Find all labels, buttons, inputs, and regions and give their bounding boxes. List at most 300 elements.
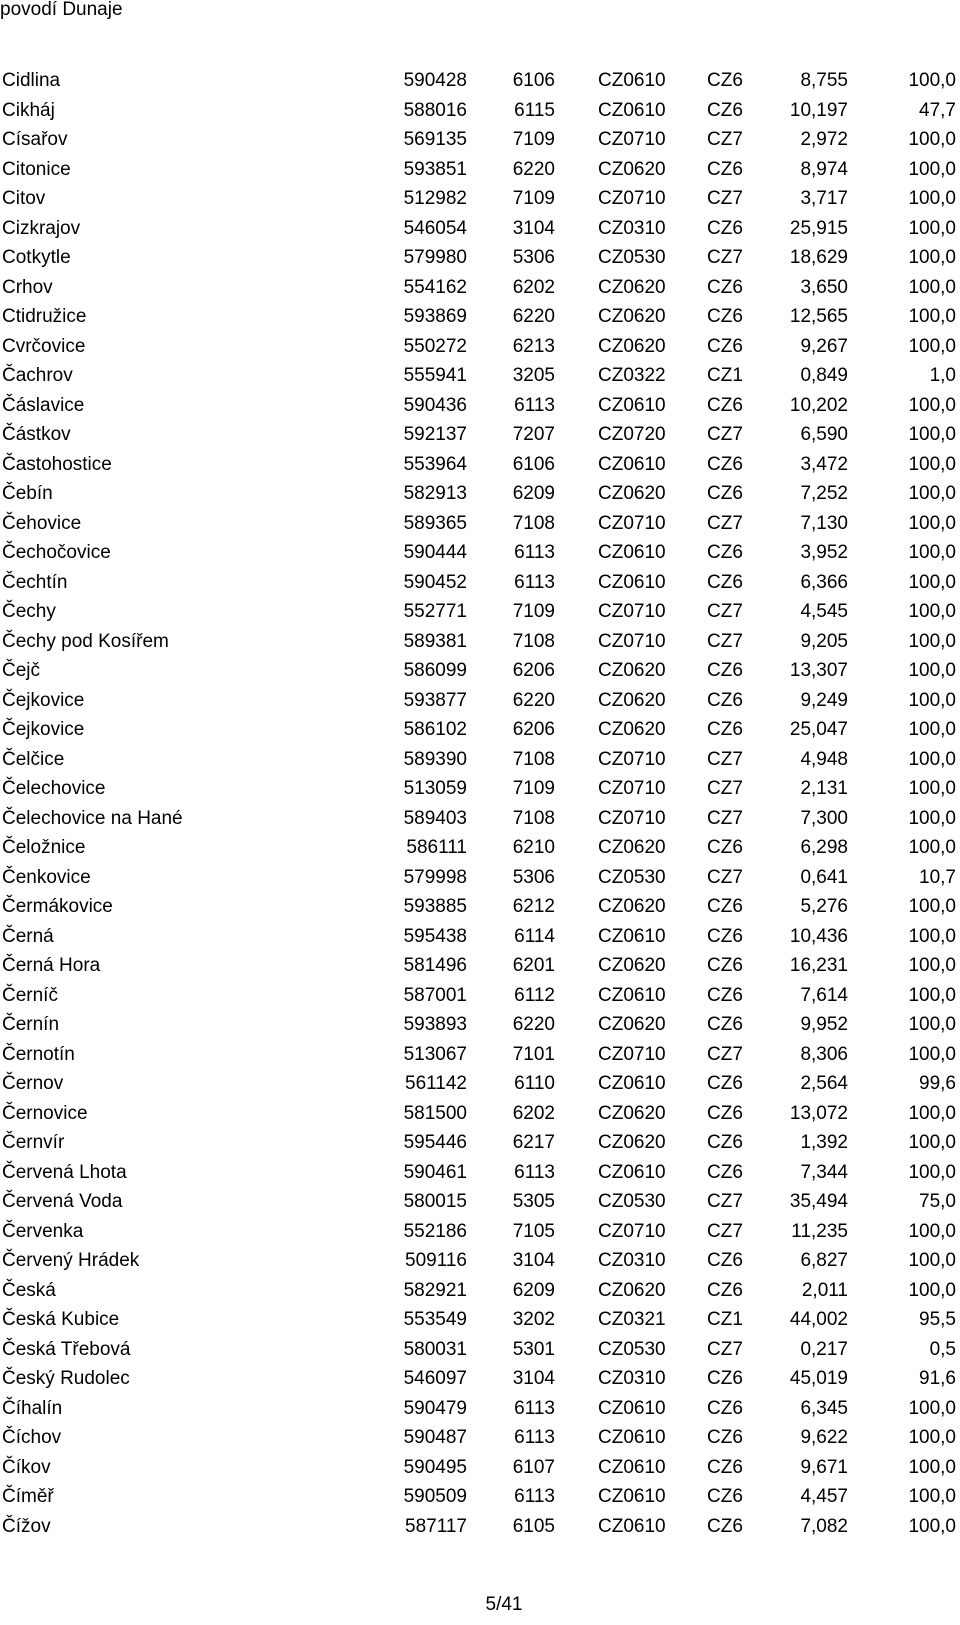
table-row <box>0 1187 960 1217</box>
municipality-code: 590452 <box>403 571 467 593</box>
municipality-name: Čelechovice <box>2 778 106 799</box>
share-percent: 100,0 <box>908 1161 956 1183</box>
cohesion-region-code: CZ7 <box>707 601 743 622</box>
district-code: 6107 <box>512 1456 555 1478</box>
region-code: CZ0720 <box>598 424 666 445</box>
cohesion-region-code: CZ6 <box>707 1279 743 1301</box>
area-value: 4,457 <box>800 1486 848 1507</box>
municipality-name: Crhov <box>2 276 53 298</box>
municipality-code: 589390 <box>403 748 467 770</box>
district-code: 6106 <box>512 453 555 475</box>
municipality-code: 550272 <box>403 335 467 357</box>
page-number: 5/41 <box>485 1594 523 1615</box>
cohesion-region-code: CZ7 <box>707 247 743 268</box>
share-percent: 75,0 <box>919 1191 956 1212</box>
municipality-code: 513067 <box>403 1043 467 1065</box>
region-code: CZ0620 <box>598 689 666 711</box>
share-percent: 0,5 <box>929 1338 956 1360</box>
cohesion-region-code: CZ6 <box>707 1161 743 1183</box>
share-percent: 100,0 <box>908 188 956 209</box>
table-row <box>0 1040 960 1070</box>
cohesion-region-code: CZ6 <box>707 1073 743 1094</box>
municipality-code: 579980 <box>403 247 467 268</box>
municipality-code: 513059 <box>403 778 467 799</box>
municipality-name: Čechy pod Kosířem <box>2 630 169 652</box>
municipality-code: 593877 <box>403 689 467 711</box>
area-value: 13,307 <box>789 660 848 681</box>
area-value: 6,298 <box>800 837 848 858</box>
municipality-table <box>0 66 960 1541</box>
share-percent: 100,0 <box>908 719 956 740</box>
region-code: CZ0610 <box>598 453 666 475</box>
table-row <box>0 1128 960 1158</box>
area-value: 16,231 <box>789 955 848 976</box>
district-code: 6217 <box>512 1132 555 1153</box>
area-value: 35,494 <box>789 1191 848 1212</box>
municipality-name: Čechtín <box>2 571 68 593</box>
region-code: CZ0610 <box>598 99 666 121</box>
district-code: 6220 <box>512 306 555 327</box>
region-code: CZ0322 <box>598 365 666 386</box>
region-code: CZ0530 <box>598 1191 666 1212</box>
cohesion-region-code: CZ6 <box>707 925 743 947</box>
region-code: CZ0530 <box>598 866 666 888</box>
cohesion-region-code: CZ6 <box>707 1515 743 1537</box>
municipality-code: 581500 <box>403 1102 467 1124</box>
municipality-code: 586099 <box>403 660 467 681</box>
municipality-name: Černá Hora <box>2 955 101 976</box>
municipality-name: Císařov <box>2 129 68 150</box>
municipality-name: Cizkrajov <box>2 217 81 239</box>
region-code: CZ0610 <box>598 984 666 1006</box>
district-code: 6206 <box>512 719 555 740</box>
table-row <box>0 1453 960 1483</box>
table-row <box>0 332 960 362</box>
municipality-name: Česká Kubice <box>2 1309 120 1330</box>
cohesion-region-code: CZ6 <box>707 158 743 180</box>
share-percent: 100,0 <box>908 601 956 622</box>
cohesion-region-code: CZ7 <box>707 807 743 829</box>
district-code: 6220 <box>512 158 555 180</box>
area-value: 2,972 <box>800 129 848 150</box>
share-percent: 100,0 <box>908 453 956 475</box>
area-value: 7,300 <box>800 807 848 829</box>
municipality-code: 593851 <box>403 158 467 180</box>
share-percent: 1,0 <box>929 365 956 386</box>
share-percent: 100,0 <box>908 925 956 947</box>
municipality-code: 595446 <box>403 1132 467 1153</box>
table-row <box>0 243 960 273</box>
share-percent: 100,0 <box>908 512 956 534</box>
table-row <box>0 1512 960 1542</box>
region-code: CZ0710 <box>598 1220 666 1242</box>
district-code: 6213 <box>512 335 555 357</box>
district-code: 6105 <box>512 1515 555 1537</box>
share-percent: 100,0 <box>908 630 956 652</box>
municipality-name: Čebín <box>2 483 53 504</box>
municipality-name: Čeložnice <box>2 837 86 858</box>
share-percent: 100,0 <box>908 1456 956 1478</box>
share-percent: 100,0 <box>908 1427 956 1448</box>
area-value: 25,047 <box>789 719 848 740</box>
area-value: 9,267 <box>800 335 848 357</box>
municipality-code: 561142 <box>405 1073 467 1094</box>
area-value: 9,249 <box>800 689 848 711</box>
region-code: CZ0610 <box>598 571 666 593</box>
municipality-code: 553964 <box>403 453 467 475</box>
municipality-code: 587001 <box>403 984 467 1006</box>
municipality-code: 555941 <box>403 365 467 386</box>
share-percent: 100,0 <box>908 542 956 563</box>
district-code: 6212 <box>512 896 555 917</box>
region-code: CZ0620 <box>598 483 666 504</box>
cohesion-region-code: CZ6 <box>707 984 743 1006</box>
municipality-name: Černov <box>2 1073 64 1094</box>
table-row <box>0 922 960 952</box>
share-percent: 100,0 <box>908 1014 956 1035</box>
municipality-code: 593893 <box>403 1014 467 1035</box>
municipality-code: 546054 <box>403 217 467 239</box>
table-row <box>0 1364 960 1394</box>
area-value: 4,545 <box>800 601 848 622</box>
municipality-name: Čenkovice <box>2 866 91 888</box>
municipality-name: Černín <box>2 1014 60 1035</box>
municipality-code: 586111 <box>406 837 467 858</box>
area-value: 7,614 <box>800 984 848 1006</box>
cohesion-region-code: CZ7 <box>707 188 743 209</box>
cohesion-region-code: CZ7 <box>707 512 743 534</box>
municipality-code: 579998 <box>403 866 467 888</box>
municipality-name: Ctidružice <box>2 306 87 327</box>
cohesion-region-code: CZ6 <box>707 1397 743 1419</box>
region-code: CZ0610 <box>598 1427 666 1448</box>
municipality-name: Česká <box>2 1279 56 1301</box>
table-row <box>0 214 960 244</box>
cohesion-region-code: CZ6 <box>707 1456 743 1478</box>
district-code: 6112 <box>514 984 555 1006</box>
share-percent: 100,0 <box>908 1279 956 1301</box>
cohesion-region-code: CZ7 <box>707 1043 743 1065</box>
table-row <box>0 981 960 1011</box>
district-code: 5301 <box>512 1338 555 1360</box>
district-code: 7108 <box>512 807 555 829</box>
municipality-code: 593885 <box>403 896 467 917</box>
region-code: CZ0310 <box>598 1368 666 1389</box>
area-value: 7,344 <box>800 1161 848 1183</box>
share-percent: 100,0 <box>908 306 956 327</box>
table-row <box>0 125 960 155</box>
cohesion-region-code: CZ7 <box>707 1191 743 1212</box>
table-row <box>0 951 960 981</box>
table-row <box>0 1246 960 1276</box>
table-row <box>0 302 960 332</box>
area-value: 10,202 <box>789 394 848 416</box>
table-row <box>0 892 960 922</box>
share-percent: 100,0 <box>908 276 956 298</box>
area-value: 0,641 <box>800 866 848 888</box>
table-row <box>0 184 960 214</box>
area-value: 9,671 <box>800 1456 848 1478</box>
area-value: 13,072 <box>789 1102 848 1124</box>
cohesion-region-code: CZ7 <box>707 778 743 799</box>
cohesion-region-code: CZ6 <box>707 70 743 91</box>
table-row <box>0 66 960 96</box>
municipality-code: 581496 <box>403 955 467 976</box>
district-code: 7108 <box>512 630 555 652</box>
cohesion-region-code: CZ6 <box>707 955 743 976</box>
share-percent: 100,0 <box>908 778 956 799</box>
table-row <box>0 568 960 598</box>
district-code: 6220 <box>512 689 555 711</box>
municipality-name: Číkov <box>2 1456 51 1478</box>
municipality-name: Čelčice <box>2 748 65 770</box>
table-row <box>0 597 960 627</box>
municipality-name: Červenka <box>2 1220 84 1242</box>
district-code: 6114 <box>514 925 555 947</box>
area-value: 25,915 <box>789 217 848 239</box>
table-row <box>0 1276 960 1306</box>
district-code: 3202 <box>512 1309 555 1330</box>
municipality-code: 553549 <box>403 1309 467 1330</box>
region-code: CZ0310 <box>598 217 666 239</box>
table-row <box>0 391 960 421</box>
share-percent: 100,0 <box>908 1132 956 1153</box>
area-value: 8,755 <box>800 70 848 91</box>
district-code: 6209 <box>512 483 555 504</box>
table-row <box>0 1394 960 1424</box>
table-row <box>0 1305 960 1335</box>
municipality-name: Číměř <box>2 1486 54 1507</box>
region-code: CZ0620 <box>598 1014 666 1035</box>
municipality-name: Cvrčovice <box>2 335 86 357</box>
share-percent: 100,0 <box>908 1397 956 1419</box>
municipality-code: 590436 <box>403 394 467 416</box>
region-code: CZ0610 <box>598 394 666 416</box>
municipality-name: Častohostice <box>2 453 112 475</box>
cohesion-region-code: CZ6 <box>707 542 743 563</box>
area-value: 9,952 <box>800 1014 848 1035</box>
area-value: 11,235 <box>791 1220 848 1242</box>
cohesion-region-code: CZ6 <box>707 1368 743 1389</box>
region-code: CZ0620 <box>598 276 666 298</box>
municipality-code: 509116 <box>405 1250 467 1271</box>
district-code: 7207 <box>512 424 555 445</box>
area-value: 0,849 <box>800 365 848 386</box>
district-code: 7105 <box>512 1220 555 1242</box>
region-code: CZ0620 <box>598 1102 666 1124</box>
municipality-name: Citonice <box>2 158 71 180</box>
district-code: 6110 <box>514 1073 555 1094</box>
district-code: 6113 <box>514 571 555 593</box>
share-percent: 100,0 <box>908 984 956 1006</box>
municipality-name: Cidlina <box>2 70 61 91</box>
area-value: 8,974 <box>800 158 848 180</box>
municipality-name: Čechy <box>2 601 56 622</box>
municipality-code: 592137 <box>403 424 467 445</box>
area-value: 6,366 <box>800 571 848 593</box>
share-percent: 100,0 <box>908 748 956 770</box>
region-code: CZ0620 <box>598 1132 666 1153</box>
region-code: CZ0710 <box>598 601 666 622</box>
region-code: CZ0610 <box>598 925 666 947</box>
share-percent: 100,0 <box>908 70 956 91</box>
municipality-code: 595438 <box>403 925 467 947</box>
cohesion-region-code: CZ1 <box>707 365 743 386</box>
table-row <box>0 273 960 303</box>
table-row <box>0 450 960 480</box>
table-row <box>0 1069 960 1099</box>
region-code: CZ0610 <box>598 1456 666 1478</box>
share-percent: 100,0 <box>908 955 956 976</box>
municipality-name: Čejč <box>2 660 41 681</box>
area-value: 6,345 <box>800 1397 848 1419</box>
municipality-code: 554162 <box>403 276 467 298</box>
table-row <box>0 715 960 745</box>
region-code: CZ0610 <box>598 1397 666 1419</box>
cohesion-region-code: CZ6 <box>707 394 743 416</box>
table-row <box>0 627 960 657</box>
cohesion-region-code: CZ7 <box>707 129 743 150</box>
municipality-name: Černovice <box>2 1102 88 1124</box>
table-row <box>0 1217 960 1247</box>
region-code: CZ0710 <box>598 188 666 209</box>
cohesion-region-code: CZ6 <box>707 483 743 504</box>
area-value: 44,002 <box>789 1309 848 1330</box>
district-code: 7101 <box>512 1043 555 1065</box>
share-percent: 95,5 <box>919 1309 956 1330</box>
region-code: CZ0321 <box>598 1309 666 1330</box>
page-header-title: povodí Dunaje <box>0 0 123 20</box>
cohesion-region-code: CZ6 <box>707 276 743 298</box>
district-code: 6209 <box>512 1279 555 1301</box>
share-percent: 100,0 <box>908 1043 956 1065</box>
municipality-code: 586102 <box>403 719 467 740</box>
cohesion-region-code: CZ6 <box>707 1427 743 1448</box>
municipality-name: Čížov <box>2 1515 51 1537</box>
share-percent: 100,0 <box>908 1250 956 1271</box>
table-row <box>0 1423 960 1453</box>
cohesion-region-code: CZ6 <box>707 1132 743 1153</box>
district-code: 6113 <box>514 1397 555 1419</box>
municipality-name: Červená Voda <box>2 1191 123 1212</box>
municipality-code: 552186 <box>403 1220 467 1242</box>
region-code: CZ0610 <box>598 1486 666 1507</box>
municipality-name: Částkov <box>2 424 71 445</box>
municipality-code: 593869 <box>403 306 467 327</box>
area-value: 3,472 <box>800 453 848 475</box>
district-code: 3104 <box>512 217 555 239</box>
district-code: 7109 <box>512 188 555 209</box>
region-code: CZ0610 <box>598 1515 666 1537</box>
area-value: 7,082 <box>800 1515 848 1537</box>
area-value: 5,276 <box>800 896 848 917</box>
municipality-name: Čelechovice na Hané <box>2 807 183 829</box>
share-percent: 100,0 <box>908 837 956 858</box>
municipality-code: 589365 <box>403 512 467 534</box>
municipality-code: 512982 <box>403 188 467 209</box>
area-value: 2,131 <box>800 778 848 799</box>
area-value: 9,622 <box>800 1427 848 1448</box>
share-percent: 100,0 <box>908 1515 956 1537</box>
cohesion-region-code: CZ6 <box>707 1486 743 1507</box>
share-percent: 100,0 <box>908 247 956 268</box>
municipality-name: Čejkovice <box>2 689 85 711</box>
table-row <box>0 96 960 126</box>
share-percent: 100,0 <box>908 807 956 829</box>
share-percent: 100,0 <box>908 1220 956 1242</box>
table-row <box>0 155 960 185</box>
municipality-name: Cikháj <box>2 99 55 121</box>
cohesion-region-code: CZ7 <box>707 1338 743 1360</box>
district-code: 6210 <box>512 837 555 858</box>
district-code: 6201 <box>512 955 555 976</box>
table-row <box>0 686 960 716</box>
region-code: CZ0620 <box>598 335 666 357</box>
share-percent: 99,6 <box>919 1073 956 1094</box>
municipality-code: 580015 <box>403 1191 467 1212</box>
table-row <box>0 1010 960 1040</box>
share-percent: 100,0 <box>908 483 956 504</box>
cohesion-region-code: CZ6 <box>707 1014 743 1035</box>
municipality-code: 589381 <box>403 630 467 652</box>
region-code: CZ0620 <box>598 660 666 681</box>
cohesion-region-code: CZ6 <box>707 217 743 239</box>
municipality-name: Černíč <box>2 984 58 1006</box>
cohesion-region-code: CZ6 <box>707 99 743 121</box>
region-code: CZ0710 <box>598 512 666 534</box>
region-code: CZ0620 <box>598 955 666 976</box>
municipality-name: Čechočovice <box>2 542 111 563</box>
municipality-name: Cotkytle <box>2 247 71 268</box>
municipality-code: 588016 <box>403 99 467 121</box>
region-code: CZ0620 <box>598 837 666 858</box>
municipality-code: 587117 <box>405 1515 467 1537</box>
area-value: 45,019 <box>789 1368 848 1389</box>
table-row <box>0 1099 960 1129</box>
table-row <box>0 1335 960 1365</box>
region-code: CZ0710 <box>598 807 666 829</box>
share-percent: 100,0 <box>908 660 956 681</box>
cohesion-region-code: CZ6 <box>707 1102 743 1124</box>
area-value: 3,717 <box>800 188 848 209</box>
area-value: 1,392 <box>800 1132 848 1153</box>
area-value: 10,436 <box>789 925 848 947</box>
cohesion-region-code: CZ7 <box>707 866 743 888</box>
municipality-name: Citov <box>2 188 46 209</box>
municipality-name: Černotín <box>2 1043 75 1065</box>
table-row <box>0 420 960 450</box>
region-code: CZ0610 <box>598 70 666 91</box>
share-percent: 100,0 <box>908 394 956 416</box>
region-code: CZ0620 <box>598 1279 666 1301</box>
area-value: 2,564 <box>800 1073 848 1094</box>
share-percent: 100,0 <box>908 335 956 357</box>
table-row <box>0 833 960 863</box>
municipality-name: Čermákovice <box>2 896 113 917</box>
district-code: 5306 <box>512 866 555 888</box>
region-code: CZ0610 <box>598 1161 666 1183</box>
municipality-code: 590428 <box>403 70 467 91</box>
table-row <box>0 509 960 539</box>
district-code: 7109 <box>512 778 555 799</box>
table-row <box>0 804 960 834</box>
region-code: CZ0620 <box>598 306 666 327</box>
area-value: 9,205 <box>800 630 848 652</box>
district-code: 6106 <box>512 70 555 91</box>
municipality-name: Číhalín <box>2 1397 63 1419</box>
municipality-name: Červená Lhota <box>2 1161 127 1183</box>
cohesion-region-code: CZ6 <box>707 335 743 357</box>
